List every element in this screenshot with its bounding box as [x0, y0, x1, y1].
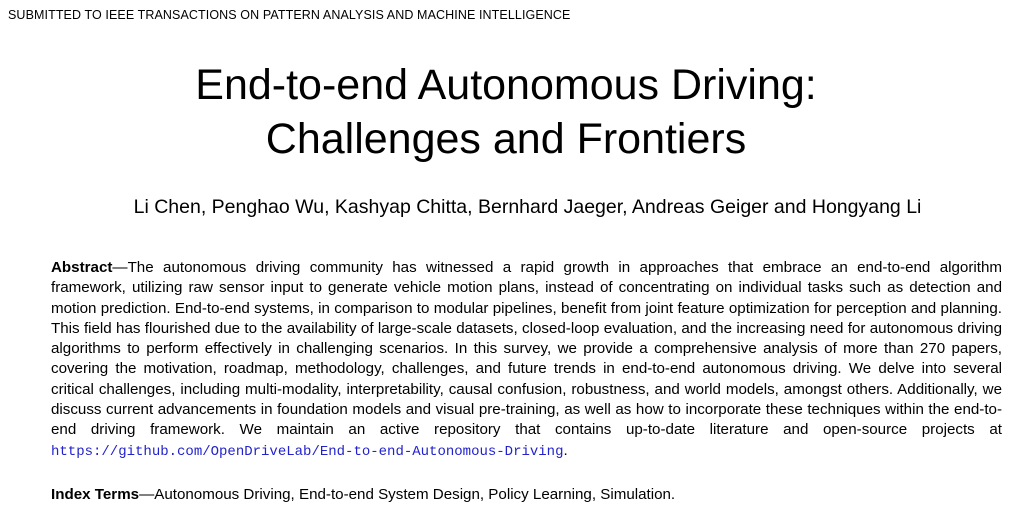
abstract-text: —The autonomous driving community has witnessed a rapid growth in approaches that embrace an end-to-end algorithm framework, utilizing raw sensor input to generate vehicle motion plans, instead of concentrating on individual tasks such as detection and motion prediction. End-to-end systems, in comparison to modular pipelines, benefit from joint feature optimization for perception and planning. This field has flourished due to the availability of large-scale datasets, closed-loop evaluation, and the increasing need for autonomous driving algorithms to perform effectively in challenging scenarios. In this survey, we provide a comprehensive analysis of more than 270 papers, covering the motivation, roadmap, methodology, challenges, and future trends in end-to-end autonomous driving. We delve into several critical challenges, including multi-modality, interpretability, causal confusion, robustness, and world models, amongst others. Additionally, we discuss current advancements in foundation models and visual pre-training, as well as how to incorporate these techniques within the end-to-end driving framework. We maintain an active repository that contains up-to-date literature and open-source projects at	[51, 259, 1002, 439]
paper-title-line-2: Challenges and Frontiers	[265, 115, 747, 163]
running-header: SUBMITTED TO IEEE TRANSACTIONS ON PATTERN ANALYSIS AND MACHINE INTELLIGENCE	[8, 8, 571, 22]
index-terms-label: Index Terms	[51, 486, 140, 503]
author-list: Li Chen, Penghao Wu, Kashyap Chitta, Bernhard Jaeger, Andreas Geiger and Hongyang Li	[133, 196, 922, 218]
repository-link[interactable]: https://github.com/OpenDriveLab/End-to-end-Autonomous-Driving	[51, 443, 564, 460]
paper-title-line-1: End-to-end Autonomous Driving:	[195, 61, 817, 109]
paper-title	[0, 58, 1012, 166]
abstract-paragraph	[51, 258, 1002, 462]
abstract-end: .	[563, 441, 568, 459]
index-terms-text: —Autonomous Driving, End-to-end System Design, Policy Learning, Simulation.	[139, 486, 676, 503]
abstract-label: Abstract	[51, 259, 113, 276]
index-terms	[51, 485, 1002, 505]
